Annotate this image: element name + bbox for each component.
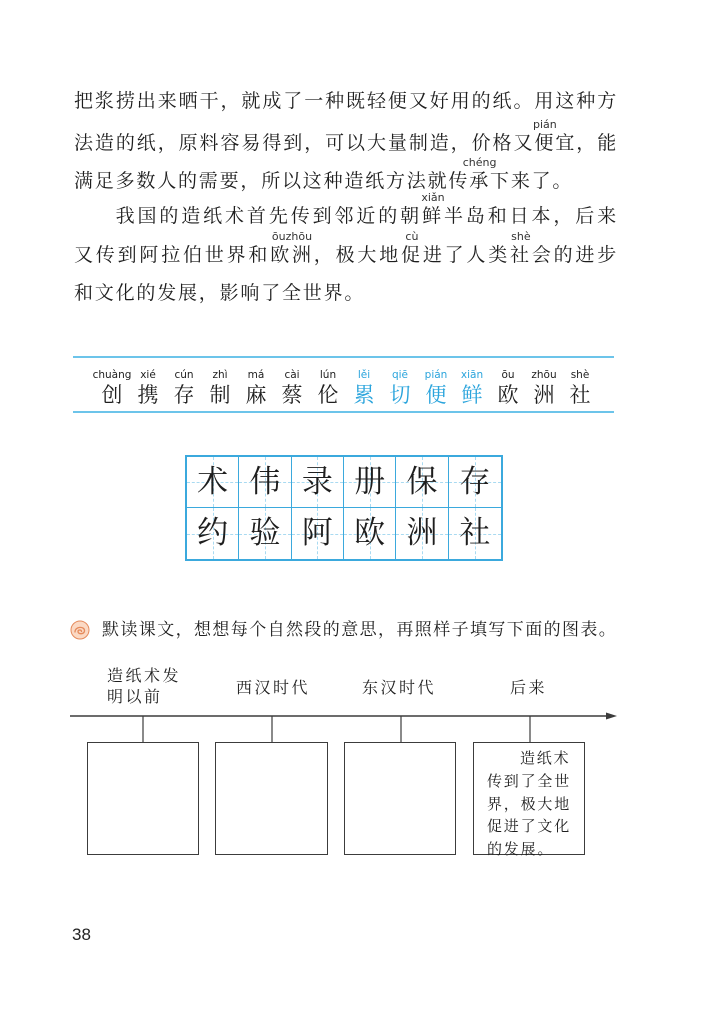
vocab-char: 欧	[497, 383, 519, 407]
text-segment: 半岛和日本，后来	[443, 205, 618, 227]
vocab-item	[454, 368, 490, 408]
timeline-answer-box	[87, 742, 199, 855]
grid-cell	[187, 457, 239, 508]
text-segment: 满足多数人的需要，所以这种造纸方法就传	[74, 170, 470, 192]
body-line	[74, 281, 618, 305]
pinyin: zhì	[212, 369, 228, 381]
vocab-char: 携	[137, 383, 159, 407]
grid-cell	[239, 508, 291, 559]
vocab-char: 伦	[317, 383, 339, 407]
text-segment: 我国的造纸术首先传到邻近的朝	[115, 205, 423, 227]
example-note	[487, 747, 571, 861]
timeline-label-line: 明以前	[107, 687, 163, 706]
vocab-item	[562, 368, 598, 408]
pinyin: qiē	[391, 369, 409, 381]
pinyin-annotated-char	[270, 230, 314, 266]
text-segment: 会的进步	[531, 244, 619, 266]
timeline-label	[362, 677, 436, 698]
vocab-item	[202, 368, 238, 408]
grid-char: 录	[301, 463, 333, 500]
ruby-base: 社	[510, 244, 532, 266]
grid-char: 验	[249, 515, 281, 551]
text-segment: 和文化的发展，影响了全世界。	[74, 282, 366, 304]
ruby-base: 欧洲	[270, 244, 314, 266]
pinyin: cù	[405, 230, 419, 243]
vocab-char: 存	[173, 383, 195, 407]
pinyin: shè	[511, 230, 531, 243]
grid-cell	[292, 457, 344, 508]
pinyin-annotated-char	[421, 191, 445, 227]
text-segment: 宜，能	[555, 132, 618, 154]
text-segment: 进了人类	[422, 244, 511, 266]
timeline-label-line: 东汉时代	[362, 678, 437, 697]
pinyin: pián	[424, 369, 448, 381]
note-line: 传到了全世	[487, 771, 572, 790]
seal-swirl-icon	[70, 620, 90, 640]
grid-cell	[344, 508, 396, 559]
timeline-example-box	[473, 742, 585, 859]
pinyin: xiān	[460, 369, 484, 381]
pinyin-annotated-char	[401, 230, 423, 266]
vocab-top-rule	[73, 356, 614, 358]
pinyin: xié	[140, 369, 156, 381]
pinyin-annotated-char	[462, 156, 497, 192]
vocab-item	[490, 368, 526, 408]
grid-char: 洲	[406, 515, 438, 551]
vocab-char: 鲜	[461, 383, 483, 407]
vocab-char: 社	[569, 383, 591, 407]
vocab-char: 麻	[245, 383, 267, 407]
pinyin: shè	[570, 369, 590, 381]
vocab-item	[130, 368, 166, 408]
vocab-item	[418, 368, 454, 408]
vocab-char: 切	[389, 383, 411, 407]
note-line: 界，极大地	[487, 794, 572, 813]
body-line	[74, 118, 618, 155]
pinyin: cài	[284, 369, 300, 381]
timeline-label-line: 后来	[510, 678, 548, 697]
vocab-item	[526, 368, 562, 408]
writing-grid	[185, 455, 503, 561]
vocab-item	[166, 368, 202, 408]
exercise-instruction: 默读课文，想想每个自然段的意思，再照样子填写下面的图表。	[102, 620, 618, 640]
pinyin: ōu	[501, 369, 515, 381]
timeline-axis	[0, 700, 723, 744]
vocab-item	[94, 368, 130, 408]
timeline-label-line: 西汉时代	[236, 678, 311, 697]
vocab-item	[346, 368, 382, 408]
grid-char: 欧	[354, 515, 386, 551]
text-segment: 法造的纸，原料容易得到，可以大量制造，价格又	[74, 132, 535, 154]
grid-char: 阿	[301, 515, 333, 551]
grid-char: 伟	[249, 463, 281, 500]
note-line: 促进了文化	[487, 817, 572, 836]
text-segment: 下来了。	[490, 170, 574, 192]
grid-cell	[187, 508, 239, 559]
body-line	[74, 89, 618, 113]
vocab-item	[274, 368, 310, 408]
grid-char: 存	[459, 463, 491, 500]
ruby-base: 承	[469, 170, 491, 192]
grid-char: 保	[406, 463, 438, 500]
grid-cell	[449, 508, 501, 559]
vocab-bottom-rule	[73, 411, 614, 413]
vocab-char: 累	[353, 383, 375, 407]
grid-cell	[396, 457, 448, 508]
pinyin: má	[247, 369, 265, 381]
grid-cell	[239, 457, 291, 508]
pinyin: ōuzhōu	[271, 230, 313, 243]
pinyin: zhōu	[531, 369, 557, 381]
grid-cell	[449, 457, 501, 508]
timeline-label	[510, 677, 547, 698]
body-line	[74, 191, 618, 228]
vocab-char: 创	[101, 383, 123, 407]
note-line: 造纸术	[520, 749, 571, 767]
pinyin: lěi	[357, 369, 371, 381]
pinyin: lún	[319, 369, 337, 381]
arrow-head-icon	[606, 713, 617, 720]
vocab-char: 洲	[533, 383, 555, 407]
grid-cell	[292, 508, 344, 559]
vocab-char: 制	[209, 383, 231, 407]
text-segment: 又传到阿拉伯世界和	[74, 244, 271, 266]
timeline-label-line: 造纸术发	[107, 666, 182, 685]
pinyin: chéng	[462, 156, 497, 169]
grid-char: 社	[459, 515, 491, 551]
vocab-char: 便	[425, 383, 447, 407]
note-line: 的发展。	[487, 840, 555, 859]
pinyin: pián	[532, 118, 557, 131]
text-segment: 把浆捞出来晒干，就成了一种既轻便又好用的纸。用这种方	[74, 90, 618, 112]
text-segment: ，极大地	[313, 244, 401, 266]
grid-char: 约	[197, 515, 229, 551]
vocab-item	[310, 368, 346, 408]
pinyin: xiǎn	[421, 191, 445, 204]
vocab-char: 蔡	[281, 383, 303, 407]
ruby-base: 便	[534, 132, 556, 154]
grid-char: 术	[197, 463, 229, 500]
ruby-base: 鲜	[422, 205, 444, 227]
grid-cell	[344, 457, 396, 508]
ruby-base: 促	[401, 244, 423, 266]
vocab-item	[238, 368, 274, 408]
timeline-answer-box	[344, 742, 456, 855]
pinyin: chuàng	[92, 369, 132, 381]
body-line	[74, 156, 618, 193]
pinyin: cún	[174, 369, 194, 381]
page-number: 38	[72, 925, 91, 944]
vocab-item	[382, 368, 418, 408]
body-line	[74, 230, 619, 267]
vocab-row	[94, 368, 598, 408]
grid-char: 册	[354, 463, 386, 500]
pinyin-annotated-char	[532, 118, 557, 154]
grid-cell	[396, 508, 448, 559]
timeline-label	[236, 677, 310, 698]
timeline-answer-box	[215, 742, 328, 855]
pinyin-annotated-char	[510, 230, 532, 266]
